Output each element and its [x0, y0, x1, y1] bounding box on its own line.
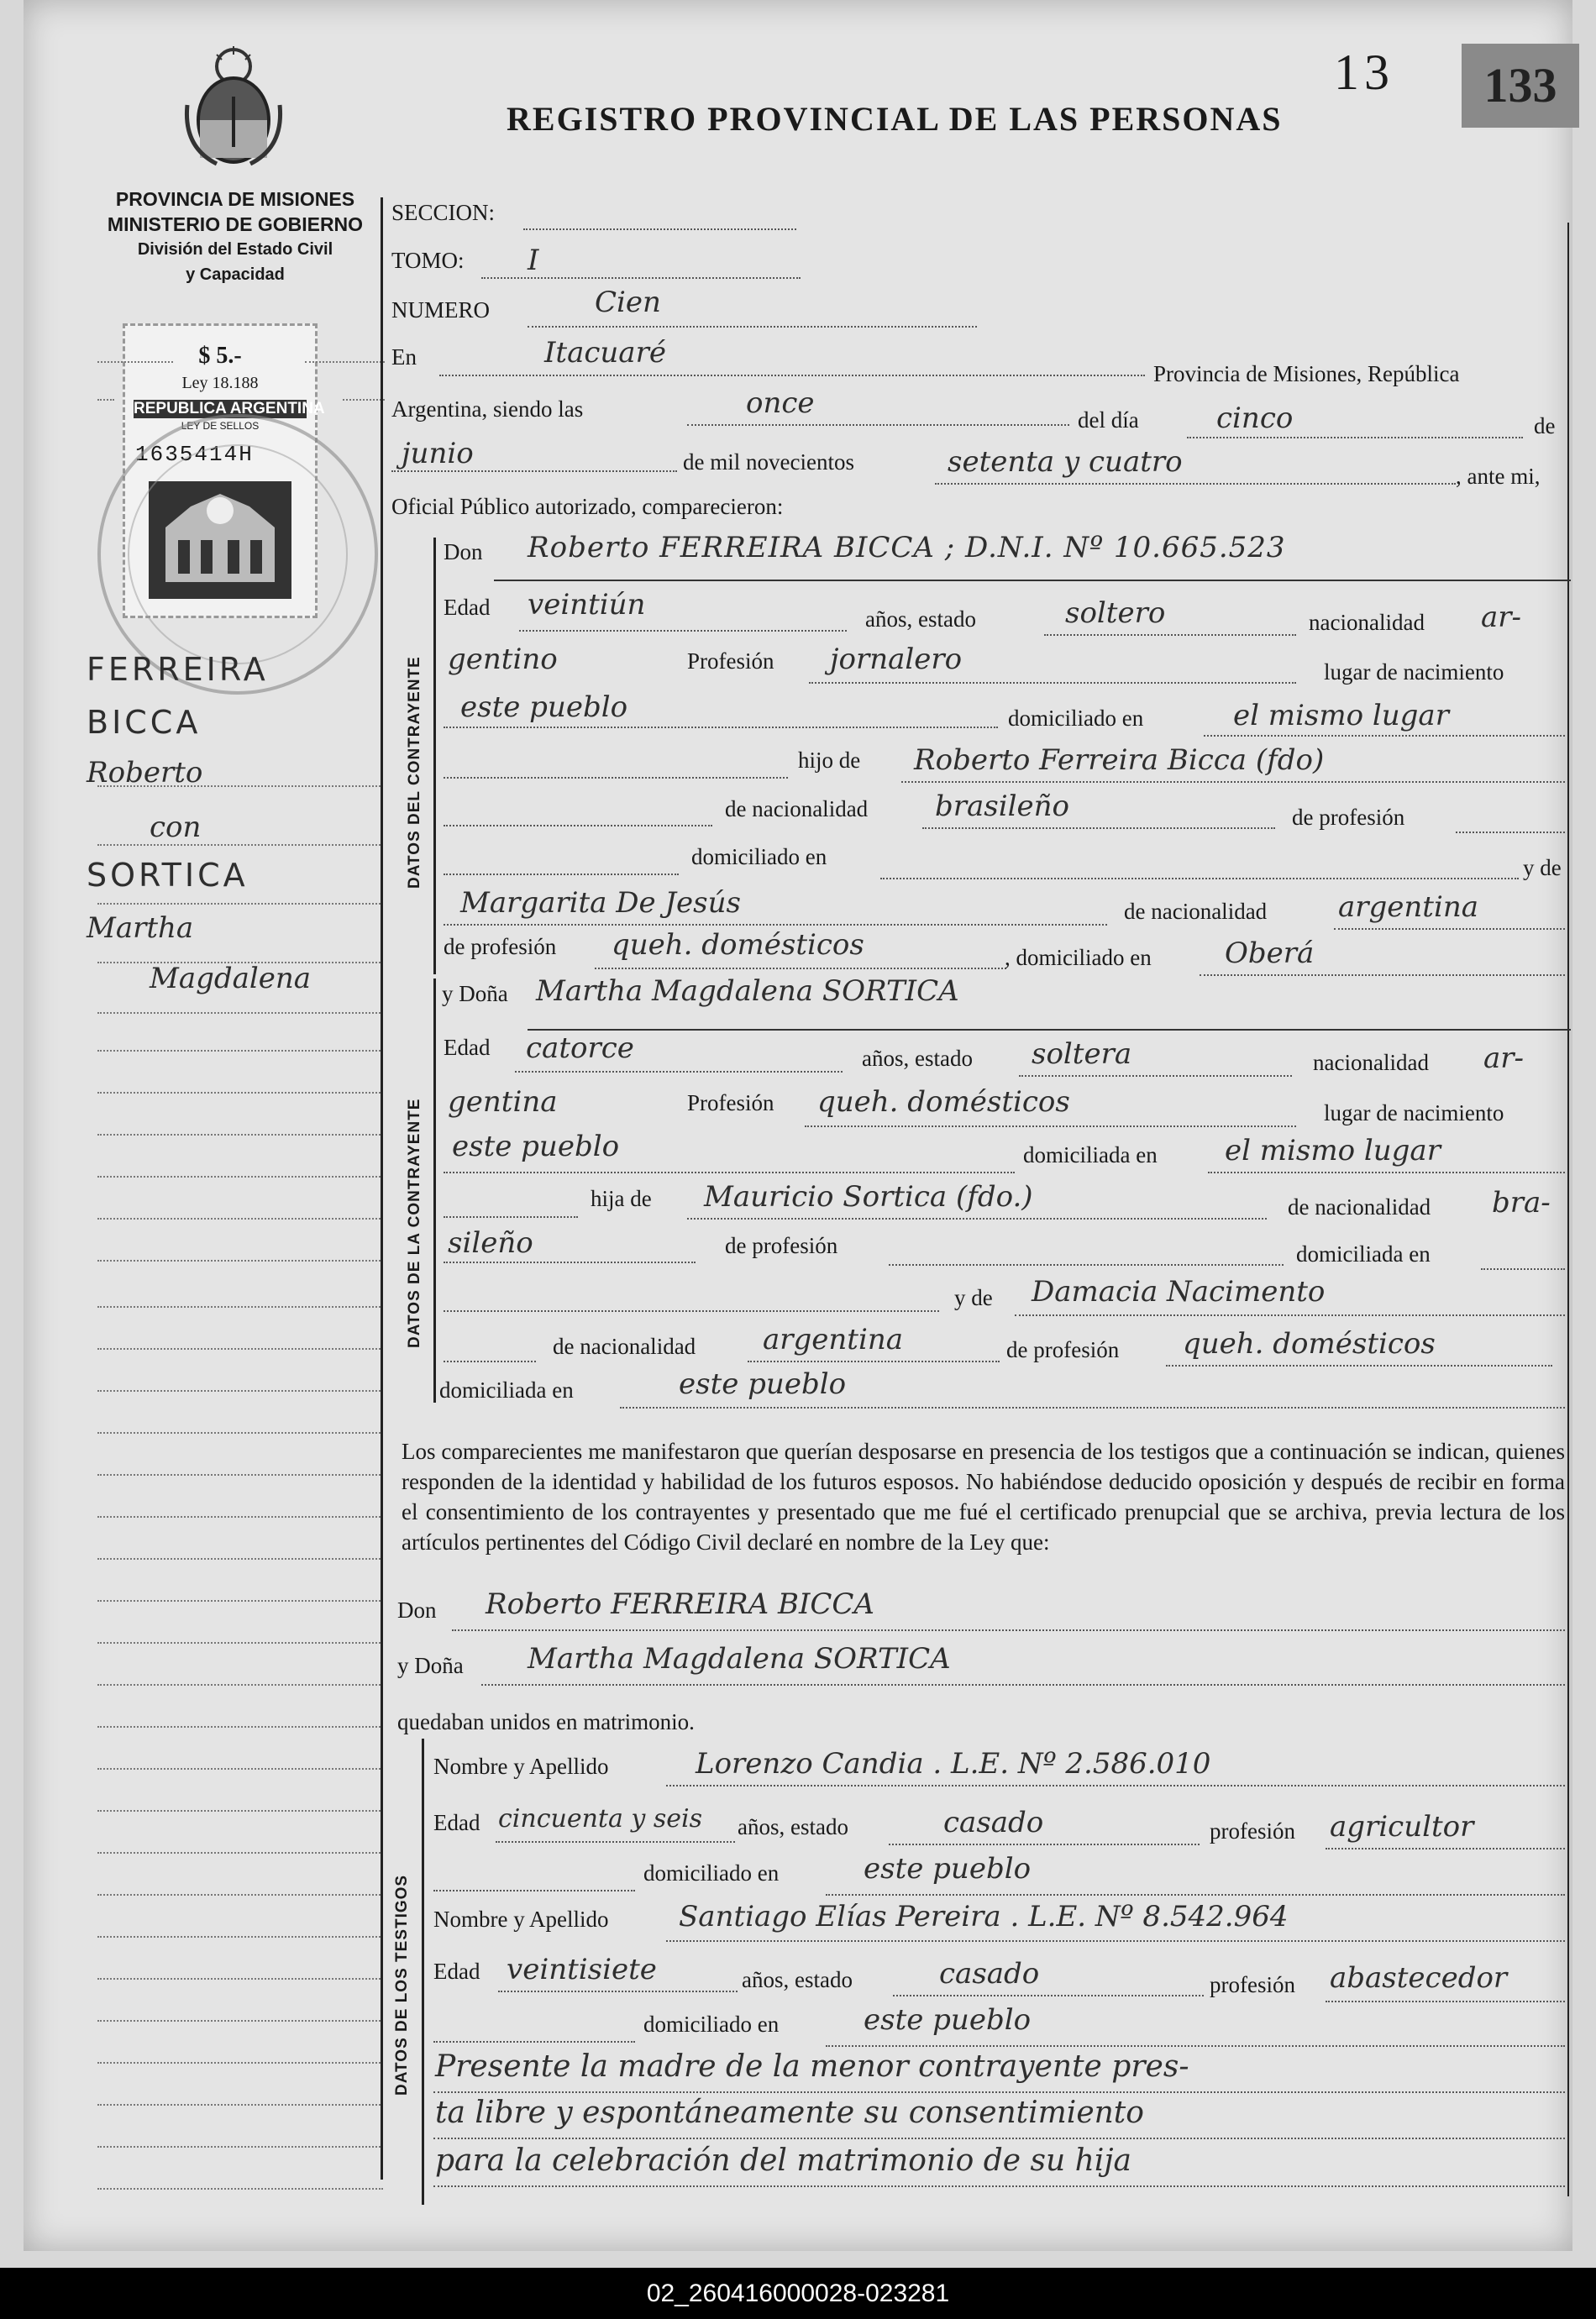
hijo-label: hijo de [798, 748, 861, 773]
domiciliada-value-f: el mismo lugar [1225, 1134, 1441, 1167]
y-de-label-f: y de [954, 1285, 993, 1310]
lugar-label: lugar de nacimiento [1324, 659, 1504, 685]
t1-edad-label: Edad [433, 1810, 480, 1835]
t1-edad-value: cincuenta y seis [498, 1804, 703, 1834]
t1-profesion-label: profesión [1210, 1818, 1295, 1844]
madre-dom-label: , domiciliado en [1005, 945, 1152, 970]
padre-nac-value-f-2: sileño [448, 1226, 533, 1260]
t2-nombre-value: Santiago Elías Pereira . L.E. Nº 8.542.964 [679, 1900, 1289, 1933]
madre-prof-value-f: queh. domésticos [1183, 1327, 1436, 1361]
nac-label: nacionalidad [1309, 610, 1425, 635]
side-label-contrayenta: DATOS DE LA CONTRAYENTE [406, 1098, 423, 1348]
page-title: REGISTRO PROVINCIAL DE LAS PERSONAS [507, 100, 1283, 138]
numero-value: Cien [595, 286, 661, 319]
seccion-label: SECCION: [391, 200, 496, 225]
dona-label: y Doña [442, 981, 508, 1006]
provincia-text: Provincia de Misiones, República [1153, 361, 1460, 386]
nac-value-2: gentino [448, 643, 558, 676]
t2-profesion-value: abastecedor [1330, 1961, 1508, 1995]
edad-value: veintiún [528, 588, 646, 622]
edad-label: Edad [444, 595, 491, 620]
stamp-sub: LEY DE SELLOS [181, 420, 260, 432]
institution-block [50, 186, 420, 287]
margin-firstname-2: Martha [87, 911, 194, 945]
coat-of-arms-icon [183, 46, 284, 172]
edad-label-f: Edad [444, 1035, 491, 1060]
dona-value: Martha Magdalena SORTICA [536, 974, 959, 1008]
profesion-value: jornalero [830, 643, 963, 676]
nota-line-1: Presente la madre de la menor contrayente pres- [435, 2049, 1189, 2084]
padre-nac-value: brasileño [935, 790, 1069, 823]
side-label-contrayente: DATOS DEL CONTRAYENTE [406, 656, 423, 889]
decl-dona-value: Martha Magdalena SORTICA [528, 1642, 951, 1676]
t1-anios-label: años, estado [738, 1814, 848, 1839]
estado-value: soltero [1065, 596, 1166, 630]
madre-value-f: Damacia Nacimento [1032, 1275, 1326, 1309]
tomo-value: I [528, 244, 539, 277]
document-page [24, 0, 1572, 2251]
t1-domicilio-label: domiciliado en [643, 1860, 780, 1886]
anio-value: setenta y cuatro [948, 445, 1183, 479]
madre-nac-label: de nacionalidad [1124, 899, 1268, 924]
madre-nac-label-f: de nacionalidad [553, 1334, 696, 1359]
stamp-value: $ 5.- [198, 343, 242, 369]
stamp-country: REPUBLICA ARGENTINA [134, 400, 325, 417]
del-dia-label: del día [1078, 407, 1139, 433]
hija-label: hija de [591, 1186, 652, 1211]
madre-prof-value: queh. domésticos [612, 928, 864, 962]
oficial-text: Oficial Público autorizado, comparecieron: [391, 494, 784, 519]
lugar-label-f: lugar de nacimiento [1324, 1100, 1504, 1125]
institution-line4: y Capacidad [186, 265, 285, 284]
en-label: En [391, 344, 417, 370]
padre-nac-value-f-1: bra- [1492, 1186, 1551, 1220]
numero-label: NUMERO [391, 297, 491, 323]
madre-dom-label-f: domiciliada en [439, 1377, 574, 1403]
nac-value-f-2: gentina [448, 1085, 558, 1119]
domiciliado-value: el mismo lugar [1233, 699, 1449, 732]
profesion-value-f: queh. domésticos [817, 1085, 1070, 1119]
margin-surname-3: SORTICA [87, 857, 249, 894]
hora-value: once [746, 386, 815, 420]
unidos-text: quedaban unidos en matrimonio. [397, 1709, 695, 1734]
y-de-label: y de [1523, 855, 1562, 880]
t2-nombre-label: Nombre y Apellido [433, 1907, 609, 1932]
t1-nombre-label: Nombre y Apellido [433, 1754, 609, 1779]
madre-value: Margarita De Jesús [460, 886, 741, 920]
t2-edad-label: Edad [433, 1959, 480, 1984]
padre-value: Roberto Ferreira Bicca (fdo) [914, 743, 1325, 777]
t1-estado-value: casado [943, 1806, 1044, 1839]
anios-label-f: años, estado [862, 1046, 973, 1071]
de-prof-label-f: de profesión [725, 1233, 838, 1258]
padre-dom-label: domiciliado en [691, 844, 827, 869]
padre-value-f: Mauricio Sortica (fdo.) [704, 1180, 1033, 1214]
argentina-text: Argentina, siendo las [391, 396, 584, 422]
t1-nombre-value: Lorenzo Candia . L.E. Nº 2.586.010 [696, 1747, 1211, 1781]
madre-nac-value: argentina [1338, 890, 1479, 924]
decl-don-value: Roberto FERREIRA BICCA [486, 1587, 874, 1621]
en-value: Itacuaré [544, 336, 666, 370]
edad-value-f: catorce [526, 1031, 634, 1065]
t2-profesion-label: profesión [1210, 1972, 1295, 1997]
lugar-value-f: este pueblo [452, 1130, 620, 1163]
estado-value-f: soltera [1032, 1037, 1132, 1071]
margin-firstname: Roberto [87, 756, 203, 790]
mil-label: de mil novecientos [683, 449, 854, 475]
de-label: de [1534, 413, 1556, 438]
margin-surname-1: FERREIRA [87, 651, 269, 688]
institution-line2: MINISTERIO DE GOBIERNO [107, 213, 364, 235]
profesion-label-f: Profesión [687, 1090, 774, 1115]
madre-prof-label-f: de profesión [1006, 1337, 1120, 1362]
declaration-paragraph: Los comparecientes me manifestaron que querían desposarse en presencia de los testigos que a continuación se indican, quienes responden de la identidad y habilidad de los futuros esposos. No habiéndose deducido oposición y después de recibir en forma el consentimiento de los contrayentes y presentado que me fué el certificado prenupcial que se archiva, previa lectura de los artículos pertinentes del Código Civil declaré en nombre de la Ley que: [402, 1439, 1565, 1555]
madre-dom-value: Oberá [1225, 937, 1315, 970]
side-label-testigos: DATOS DE LOS TESTIGOS [393, 1874, 411, 2096]
margin-con: con [150, 811, 202, 844]
madre-prof-label: de profesión [444, 934, 557, 959]
stamp-serial: 1635414H [135, 442, 254, 467]
t2-edad-value: veintisiete [507, 1953, 657, 1986]
don-value: Roberto FERREIRA BICCA ; D.N.I. Nº 10.665.523 [528, 531, 1286, 564]
mes-value: junio [402, 437, 474, 470]
decl-don-label: Don [397, 1598, 437, 1623]
institution-line1: PROVINCIA DE MISIONES [115, 188, 355, 210]
t2-anios-label: años, estado [742, 1967, 853, 1992]
t1-domicilio-value: este pueblo [864, 1852, 1032, 1886]
domiciliado-label: domiciliado en [1008, 706, 1144, 731]
domiciliada-label-f: domiciliada en [1023, 1142, 1158, 1167]
nac-label-f: nacionalidad [1313, 1050, 1429, 1075]
nota-line-2: ta libre y espontáneamente su consentimiento [435, 2096, 1144, 2130]
t1-profesion-value: agricultor [1330, 1810, 1474, 1844]
de-prof-label: de profesión [1292, 805, 1405, 830]
nac-value-1: ar- [1481, 601, 1522, 634]
tomo-label: TOMO: [391, 248, 465, 273]
padre-nac-label-f: de nacionalidad [1288, 1194, 1431, 1220]
t2-domicilio-label: domiciliado en [643, 2012, 780, 2037]
de-nac-label: de nacionalidad [725, 796, 869, 821]
image-id-bar [0, 2268, 1596, 2319]
lugar-value: este pueblo [460, 690, 628, 724]
padre-dom-label-f: domiciliada en [1296, 1241, 1431, 1267]
ante-label: , ante mi, [1456, 464, 1541, 489]
folio-number: 13 [1334, 45, 1394, 100]
nota-line-3: para la celebración del matrimonio de su hija [435, 2143, 1131, 2178]
decl-dona-label: y Doña [397, 1653, 464, 1678]
institution-line3: División del Estado Civil [137, 240, 333, 259]
madre-dom-value-f: este pueblo [679, 1367, 847, 1401]
madre-nac-value-f: argentina [763, 1323, 904, 1356]
t2-domicilio-value: este pueblo [864, 2003, 1032, 2037]
folio-stamp: 133 [1462, 44, 1579, 128]
stamp-law: Ley 18.188 [181, 374, 259, 392]
t2-estado-value: casado [939, 1957, 1040, 1991]
margin-middlename: Magdalena [150, 962, 312, 995]
profesion-label: Profesión [687, 648, 774, 674]
margin-surname-2: BICCA [87, 704, 202, 741]
anios-label: años, estado [865, 606, 976, 632]
don-label: Don [444, 539, 483, 564]
image-id-text: 02_260416000028-023281 [646, 2280, 950, 2307]
dia-value: cinco [1216, 401, 1294, 435]
nac-value-f-1: ar- [1483, 1041, 1525, 1075]
